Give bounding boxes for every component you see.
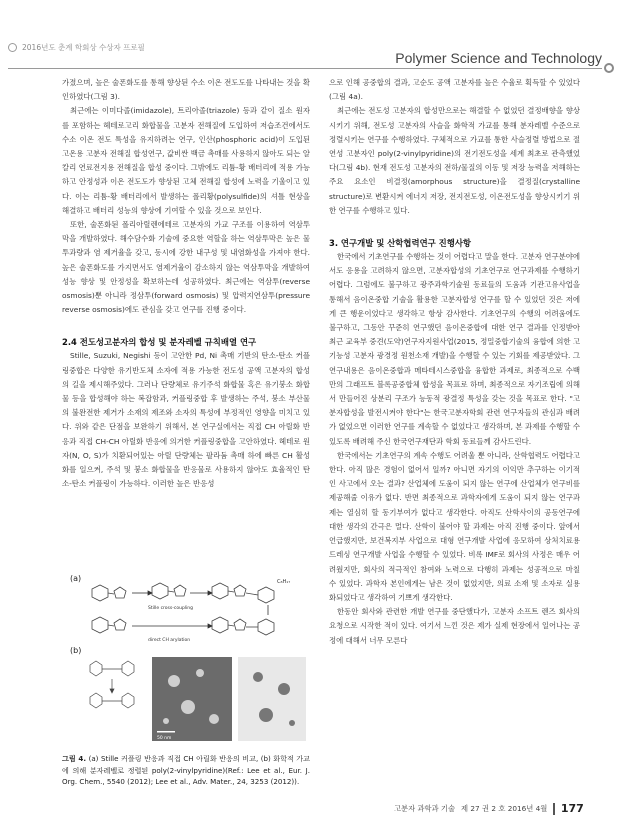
panel-b-chemistry bbox=[90, 661, 134, 708]
right-para-4: 한국에서는 기초연구의 계속 수행도 어려울 뿐 아니라, 산학협력도 어렵다고 한다. 아직 많은 경험이 없어서 일까? 아니면 자기의 이익만 추구하는 이기적인 사고에서 오는 결과? 산업체에 도움이 되지 않는 연구에 산업체가 연구비를 제공해줄 이유가 없다. 반면 최종적으로 과학자에게 도움이 되지 않는 연구과제는 열심히 할 동기부여가 없다고 생각한다. 아직도 산학사이의 공동연구에 대한 생각의 간극은 멀다. 산학이 불어야 할 과제는 아직 진행 중이다. 앞에서 언급했지만, 보건복지부 사업으로 대형 연구개발 사업에 응모하여 상처치료용 드레싱 연구개발 사업을 수행할 수 있었다. 비록 IMF로 회사의 사정은 매우 어려웠지만, 회사의 적극적인 참여와 노력으로 다행히 과제는 성공적으로 마칠 수 있었다. 과학자 본인에게는 남은 것이 없었지만, 의료 소재 및 소자로 실용화되었다고 생각하여 기쁘게 생각한다. bbox=[329, 450, 580, 602]
spacer bbox=[329, 218, 580, 232]
right-para-2: 최근에는 전도성 고분자의 합성만으로는 해결할 수 없었던 결정배향을 향상시키기 위해, 전도성 고분자의 사슬을 화학적 가교를 통해 분자레벨 수준으로 정렬시키는 연구를 수행하였다. 구체적으로 가교를 통한 사슬정렬 방법으로 절연성 고분자인 poly(2-vinylpyridine)의 전기전도성을 세계 최초로 관측했었다(그림 4b). 현재 전도성 고분자의 전하/물질의 이동 및 저장 능력을 저해하는 주요 요소인 비결정(amorphous structure)을 결정질(crystalline structure)로 변환시켜 에너지 저장, 전지전도성, 이온전도성을 향상시키기 위한 연구를 수행하고 있다. bbox=[329, 106, 580, 215]
page-footer bbox=[394, 802, 584, 815]
section-title-3: 3. 연구개발 및 산학협력연구 진행사항 bbox=[329, 238, 472, 249]
left-para-4: Stille, Suzuki, Negishi 등이 고안한 Pd, Ni 촉매 기반의 탄소-탄소 커플링중합은 다양한 유기반도체 소자에 적용 가능한 전도성 공액 고분자의 합성의 길을 제시해주었다. 그러나 단량체로 유기주석 화합물 혹은 유기붕소 화합물 등을 합성해야 하는 복잡함과, 커플링중합 후 발생하는 주석, 붕소 부산물의 불완전한 제거가 소재의 제조와 소자의 특성에 부정적인 영향을 미치고 있다. 위와 같은 단점을 보완하기 위해서, 본 연구실에서는 직접 CH 아릴화 반응과 직접 CH-CH 아릴화 반응에 의거한 커플링중합을 고안하였다. 헤테로 원자(N, O, S)가 치환되어있는 아릴 단량체는 팔라듐 촉매 하에 빠른 CH 활성화를 일으켜, 주석 및 붕소 화합물을 반응물로 사용하지 않아도 효율적인 탄소-탄소 커플링이 가능하다. 이러한 높은 반응성 bbox=[62, 351, 310, 489]
panel-a-direct-label: direct CH arylation bbox=[148, 638, 191, 643]
scale-bar bbox=[157, 731, 175, 733]
header-rule bbox=[8, 68, 602, 69]
figure-caption bbox=[62, 753, 310, 788]
circle-icon bbox=[8, 43, 17, 52]
right-para-3: 한국에서 기초연구를 수행하는 것이 어렵다고 말을 한다. 고분자 연구분야에서도 응용을 고려하지 않으면, 고분자합성의 기초연구로 연구과제를 수행하기 어렵다. 그럼에도 불구하고 광주과학기술원 동료들의 도움과 기관고유사업을 통해서 음이온중합 기술을 활용한 고분자합성 연구를 할 수 있었던 것은 저에게 큰 행운이었다고 생각하고 항상 감사한다. 기초연구의 수행의 어려움에도 불구하고, 그동안 꾸준히 연구했던 음이온중합에 대한 연구 결과를 인정받아 최근 교육부 중견(도약)연구자지원사업(2015, 정밀중합기술의 융합에 의한 고기능성 고분자 광경정 원천소재 개발)을 수행할 수 있는 기회를 제공받았다. 그 연구내용은 음이온중합과 메타테시스중합을 융합한 과제로, 최종적으로 수백만의 그래프트 블록공중합체 합성을 목표로 하며, 최종적으로 자기조립에 의해서 만들어진 상분리 구조가 능동적 광결정 특성을 갖는 것을 목표로 한다. "고분자합성을 발전시켜야 한다"는 한국고분자학회 관련 연구자들의 관심과 배려가 없었으면 이러한 연구를 계속할 수 없었다고 생각하며, 본 과제를 수행할 수 있도록 배려해 주신 한국연구재단과 학회 동료들께 감사드린다. bbox=[329, 252, 580, 446]
spacer bbox=[62, 317, 310, 331]
caption-text: (a) Stille 커플링 반응과 직접 CH 아릴화 반응의 비교, (b) 화학적 가교에 의해 분자레벨로 정렬된 poly(2-vinylpyridine)(Ref.: Lee et al., Eur. J. Org. Chem., 5540 (2012); Lee et al., Adv. Mater., 24, 3253 (2012)). bbox=[62, 754, 311, 787]
caption-label: 그림 4. bbox=[62, 754, 87, 763]
panel-a-stille-label: Stille cross-coupling bbox=[148, 606, 194, 611]
section-title-2-4: 2.4 전도성고분자의 합성 및 분자레벨 규칙배열 연구 bbox=[62, 337, 257, 348]
diffraction-image bbox=[238, 657, 306, 741]
footer-volume: 제 27 권 2 호 2016년 4월 bbox=[461, 803, 548, 813]
right-column bbox=[329, 76, 580, 648]
left-para-3: 또한, 술폰화된 폴리아릴렌에테르 고분자의 가교 구조를 이용하여 역삼투막을 개발하였다. 해수담수화 기술에 중요한 역할을 하는 역삼투막은 높은 물 투과량과 염 제거율을 갖고, 동시에 강한 내구성 및 내염화성을 가져야 한다. 높은 술폰화도를 가지면서도 염제거율이 감소하지 않는 역삼투막을 개발하여 성능 향상 및 안정성을 확보하는데 성공하였다. 최근에는 역삼투(reverse osmosis)뿐 아니라 정삼투(forward osmosis) 및 압력지연삼투(pressure reverse osmosis)에도 관심을 갖고 연구를 진행 중이다. bbox=[62, 220, 310, 315]
header-dot-icon bbox=[604, 63, 614, 73]
scale-bar-label: 50 nm bbox=[157, 736, 172, 741]
figure-4 bbox=[62, 569, 310, 830]
header-series-title: 2016년도 춘계 학회상 수상자 프로필 bbox=[22, 43, 145, 52]
figure-svg bbox=[62, 569, 310, 747]
panel-a-side-chain: C₈H₁₇ bbox=[277, 579, 291, 585]
page-number: 177 bbox=[560, 802, 584, 815]
footer-divider bbox=[553, 803, 555, 815]
right-para-1: 으로 인해 공중합의 결과, 고순도 공액 고분자를 높은 수율로 획득할 수 있었다(그림 4a). bbox=[329, 78, 580, 102]
footer-journal: 고분자 과학과 기술 bbox=[394, 803, 456, 813]
left-column bbox=[62, 76, 310, 491]
panel-a-label: (a) bbox=[70, 574, 82, 583]
header-left bbox=[8, 42, 145, 53]
left-para-2: 최근에는 이미다졸(imidazole), 트리아졸(triazole) 등과 같이 질소 원자를 포함하는 헤테로고리 화합물을 고분자 전해질에 도입하여 저습조건에서도 수소 이온 전도 특성을 유지하려는 연구, 인산(phosphoric acid)이 도입된 고온용 고분자 전해질 합성연구, 값비싼 백금 촉매를 사용하지 않아도 되는 알칼리 연료전지용 전해질을 합성 중이다. 그밖에도 리튬-황 배터리에 적용 가능하고 안정성과 이온 전도도가 향상된 고체 전해질 합성에 노력을 기울이고 있다. 이는 리튬-황 배터리에서 발생하는 폴리황(polysulfide)의 셔틀 현상을 해결하고 배터리 성능의 향상에 기여할 수 있을 것으로 보인다. bbox=[62, 106, 310, 215]
figure-artwork bbox=[62, 569, 310, 747]
tem-image bbox=[152, 657, 232, 741]
header-journal-title: Polymer Science and Technology bbox=[395, 50, 602, 66]
left-para-1: 가졌으며, 높은 술폰화도를 통해 향상된 수소 이온 전도도를 나타내는 것을 확인하였다(그림 3). bbox=[62, 78, 310, 102]
panel-b-label: (b) bbox=[70, 646, 82, 655]
right-para-5: 한동안 회사와 관련한 개발 연구를 중단했다가, 고분자 소프트 렌즈 회사의 요청으로 시작한 적이 있다. 여기서 느낀 것은 제가 실제 현장에서 일어나는 공정에 대해서 너무 모른다 bbox=[329, 607, 580, 645]
